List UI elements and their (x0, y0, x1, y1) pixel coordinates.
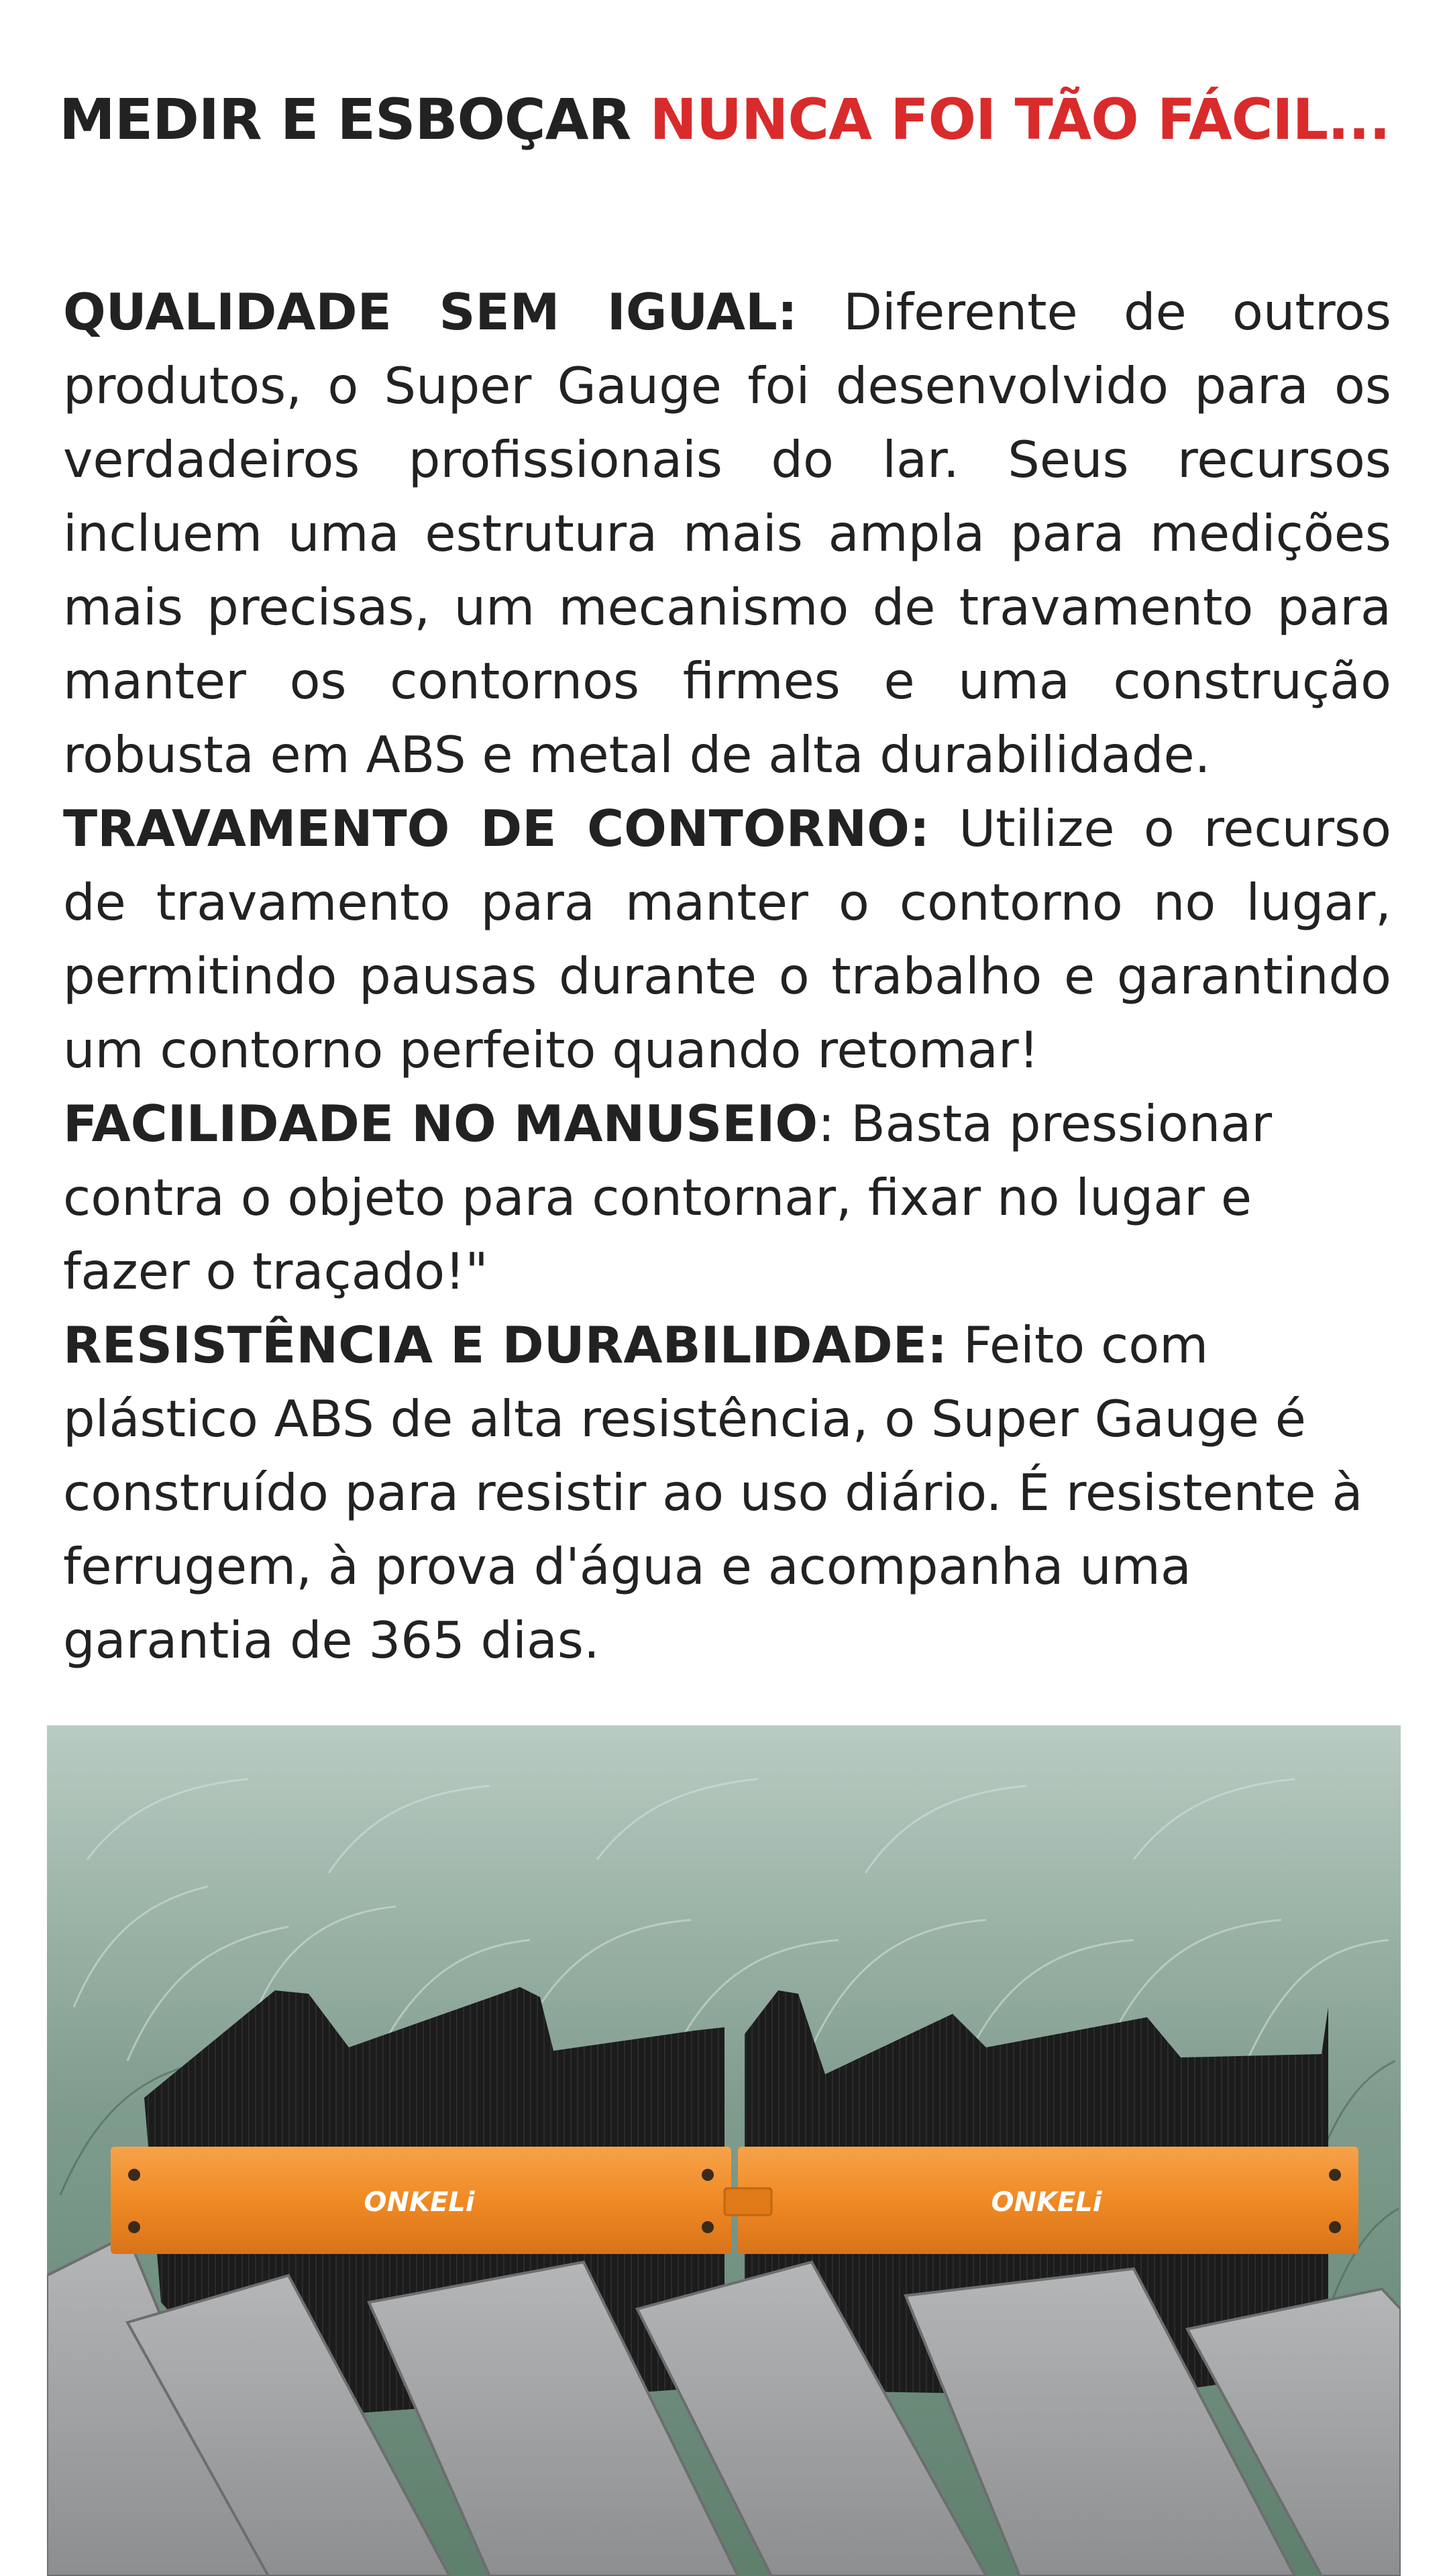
feature-lock-text: Utilize o recurso de travamento para manter o contorno no lugar, permitindo pausas durante o trabalho e garantindo um contorno perfeito quando retomar! (63, 799, 1391, 1079)
feature-handling-text: : Basta pressionar contra o objeto para contornar, fixar no lugar e fazer o traçado!" (63, 1094, 1273, 1301)
feature-quality-text: Diferente de outros produtos, o Super Gauge foi desenvolvido para os verdadeiros profissionais do lar. Seus recursos incluem uma estrutura mais ampla para medições mais precisas, um mecanismo de travamento para manter os contornos firmes e uma construção robusta em ABS e metal de alta durabilidade. (63, 282, 1391, 784)
headline-dark-part: MEDIR E ESBOÇAR (59, 87, 631, 152)
feature-handling-title: FACILIDADE NO MANUSEIO (63, 1094, 818, 1153)
headline-red-part: NUNCA FOI TÃO FÁCIL... (649, 87, 1390, 152)
brand-label-left: ONKELi (364, 2187, 475, 2218)
feature-list (63, 275, 1391, 1677)
brand-label-right: ONKELi (991, 2187, 1102, 2218)
feature-handling (63, 1087, 1391, 1308)
feature-lock-title: TRAVAMENTO DE CONTORNO: (63, 799, 930, 858)
product-photo (47, 1725, 1401, 2576)
page-headline (0, 79, 1449, 160)
feature-quality-title: QUALIDADE SEM IGUAL: (63, 282, 798, 341)
product-photo-illustration (47, 1725, 1401, 2576)
feature-durability (63, 1308, 1391, 1677)
feature-quality (63, 275, 1391, 792)
gauge-connector-latch (724, 2188, 771, 2215)
feature-durability-text: Feito com plástico ABS de alta resistência, o Super Gauge é construído para resistir ao uso diário. É resistente à ferrugem, à prova d'água e acompanha uma garantia de 365 dias. (63, 1316, 1363, 1670)
feature-durability-title: RESISTÊNCIA E DURABILIDADE: (63, 1316, 948, 1375)
feature-lock (63, 792, 1391, 1087)
